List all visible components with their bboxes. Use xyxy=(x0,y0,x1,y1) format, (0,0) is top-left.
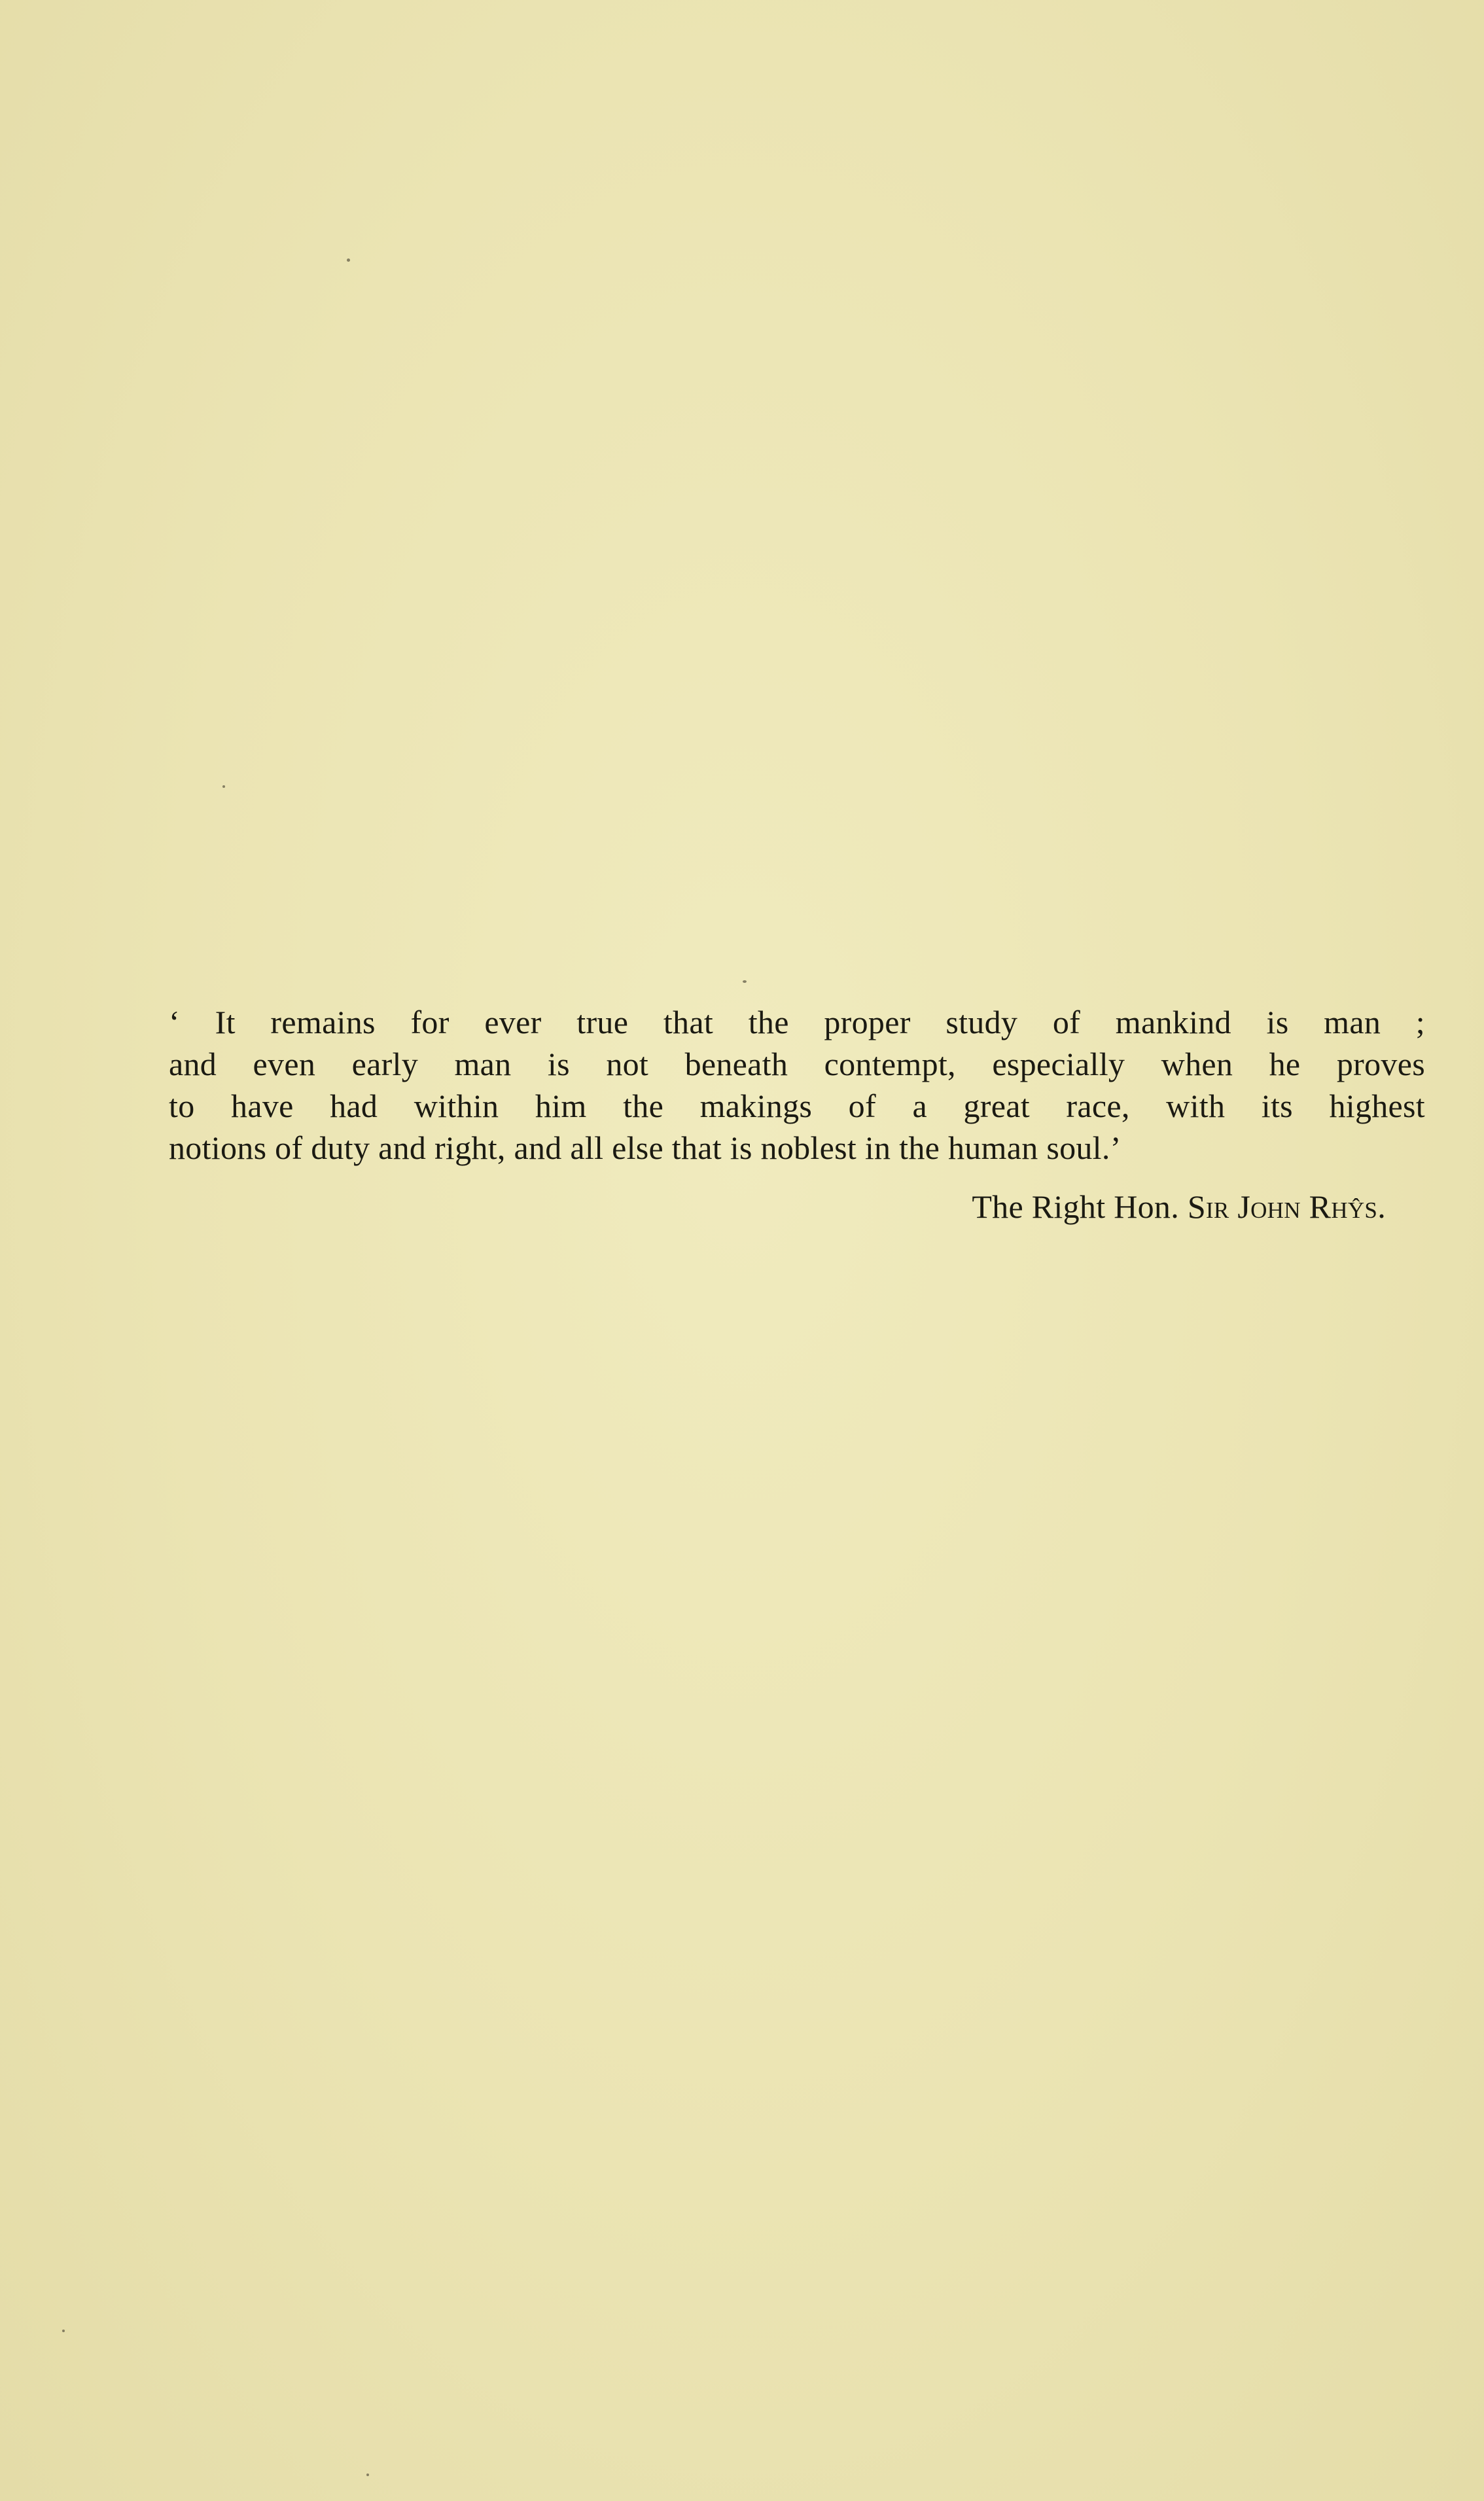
paper-speck xyxy=(347,258,350,262)
attribution-prefix: The Right Hon. xyxy=(972,1188,1180,1225)
paper-speck xyxy=(62,2330,65,2332)
epigraph-quote xyxy=(169,1001,1425,1169)
epigraph-line: to have had within him the makings of a great race, with its highest xyxy=(169,1088,1425,1124)
epigraph-attribution xyxy=(972,1186,1386,1228)
paper-speck xyxy=(366,2474,369,2476)
epigraph-line: ‘ It remains for ever true that the proper study of mankind is man ; xyxy=(169,1004,1425,1040)
paper-speck xyxy=(222,785,225,788)
attribution-name: Sir John Rhŷs. xyxy=(1187,1188,1386,1225)
paper-speck xyxy=(743,980,747,983)
epigraph-line: and even early man is not beneath contempt, especially when he proves xyxy=(169,1046,1425,1082)
epigraph-line: notions of duty and right, and all else that is noblest in the human soul.’ xyxy=(169,1129,1122,1166)
